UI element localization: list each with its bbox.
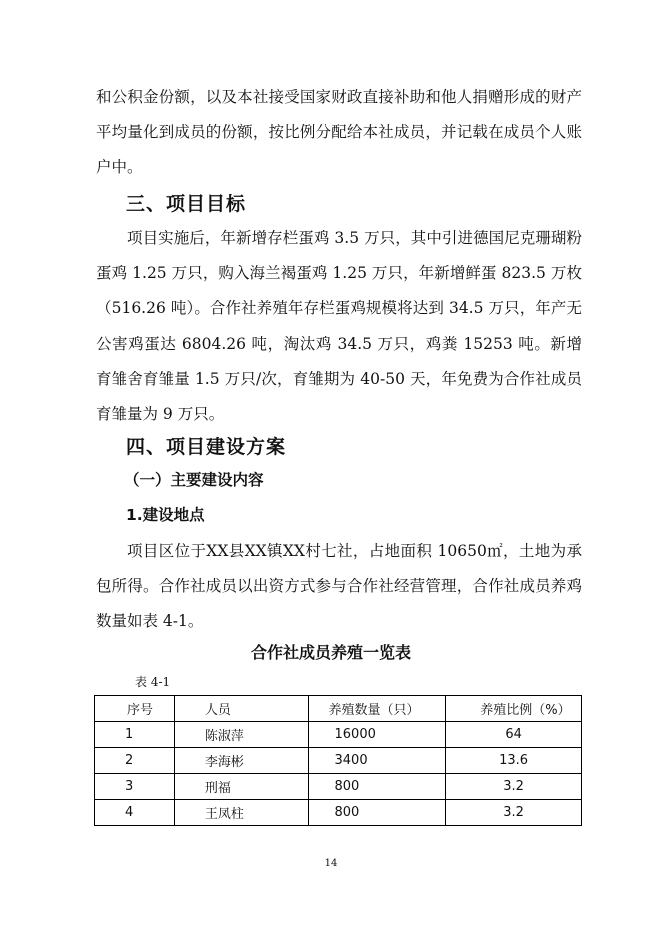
table-row bbox=[95, 800, 582, 826]
header-index: 序号 bbox=[95, 696, 175, 722]
sub-heading-2: 1.建设地点 bbox=[126, 506, 205, 524]
cell-ratio: 3.2 bbox=[446, 800, 582, 826]
cell-ratio: 64 bbox=[446, 722, 582, 748]
table-row bbox=[95, 722, 582, 748]
table-row bbox=[95, 774, 582, 800]
cell-ratio: 13.6 bbox=[446, 748, 582, 774]
section-heading-3: 三、项目目标 bbox=[126, 193, 247, 215]
sub-heading-1: （一）主要建设内容 bbox=[124, 471, 264, 489]
cell-quantity: 800 bbox=[308, 774, 446, 800]
cell-index: 3 bbox=[95, 774, 175, 800]
page-number: 14 bbox=[324, 858, 338, 869]
paragraph-3: 项目区位于XX县XX镇XX村七社，占地面积 10650㎡，土地为承包所得。合作社成员以出资方式参与合作社经营管理，合作社成员养鸡数量如表 4-1。 bbox=[96, 542, 582, 631]
cell-quantity: 800 bbox=[308, 800, 446, 826]
members-table bbox=[94, 695, 582, 826]
table-row bbox=[95, 748, 582, 774]
cell-ratio: 3.2 bbox=[446, 774, 582, 800]
header-ratio: 养殖比例（%） bbox=[446, 696, 582, 722]
section-heading-4: 四、项目建设方案 bbox=[126, 436, 287, 458]
cell-index: 4 bbox=[95, 800, 175, 826]
cell-index: 1 bbox=[95, 722, 175, 748]
cell-person: 王凤柱 bbox=[174, 800, 308, 826]
table-header-row bbox=[95, 696, 582, 722]
table-label: 表 4-1 bbox=[135, 675, 171, 689]
paragraph-1: 和公积金份额，以及本社接受国家财政直接补助和他人捐赠形成的财产平均量化到成员的份额，按比例分配给本社成员，并记载在成员个人账户中。 bbox=[96, 88, 582, 177]
paragraph-2: 项目实施后，年新增存栏蛋鸡 3.5 万只，其中引进德国尼克珊瑚粉蛋鸡 1.25 万只，购入海兰褐蛋鸡 1.25 万只，年新增鲜蛋 823.5 万枚（516.26 吨）。合作社养殖年存栏蛋鸡规模将达到 34.5 万只，年产无公害鸡蛋达 6804.26 吨，淘汰鸡 34.5 万只，鸡粪 15253 吨。新增育雏舍育雏量 1.5 万只/次，育雏期为 40-50 天，年免费为合作社成员育雏量为 9 万只。 bbox=[96, 229, 582, 424]
table-title: 合作社成员养殖一览表 bbox=[250, 643, 411, 662]
cell-person: 刑福 bbox=[174, 774, 308, 800]
cell-person: 李海彬 bbox=[174, 748, 308, 774]
header-quantity: 养殖数量（只） bbox=[308, 696, 446, 722]
cell-index: 2 bbox=[95, 748, 175, 774]
header-person: 人员 bbox=[174, 696, 308, 722]
cell-quantity: 16000 bbox=[308, 722, 446, 748]
cell-quantity: 3400 bbox=[308, 748, 446, 774]
cell-person: 陈淑萍 bbox=[174, 722, 308, 748]
